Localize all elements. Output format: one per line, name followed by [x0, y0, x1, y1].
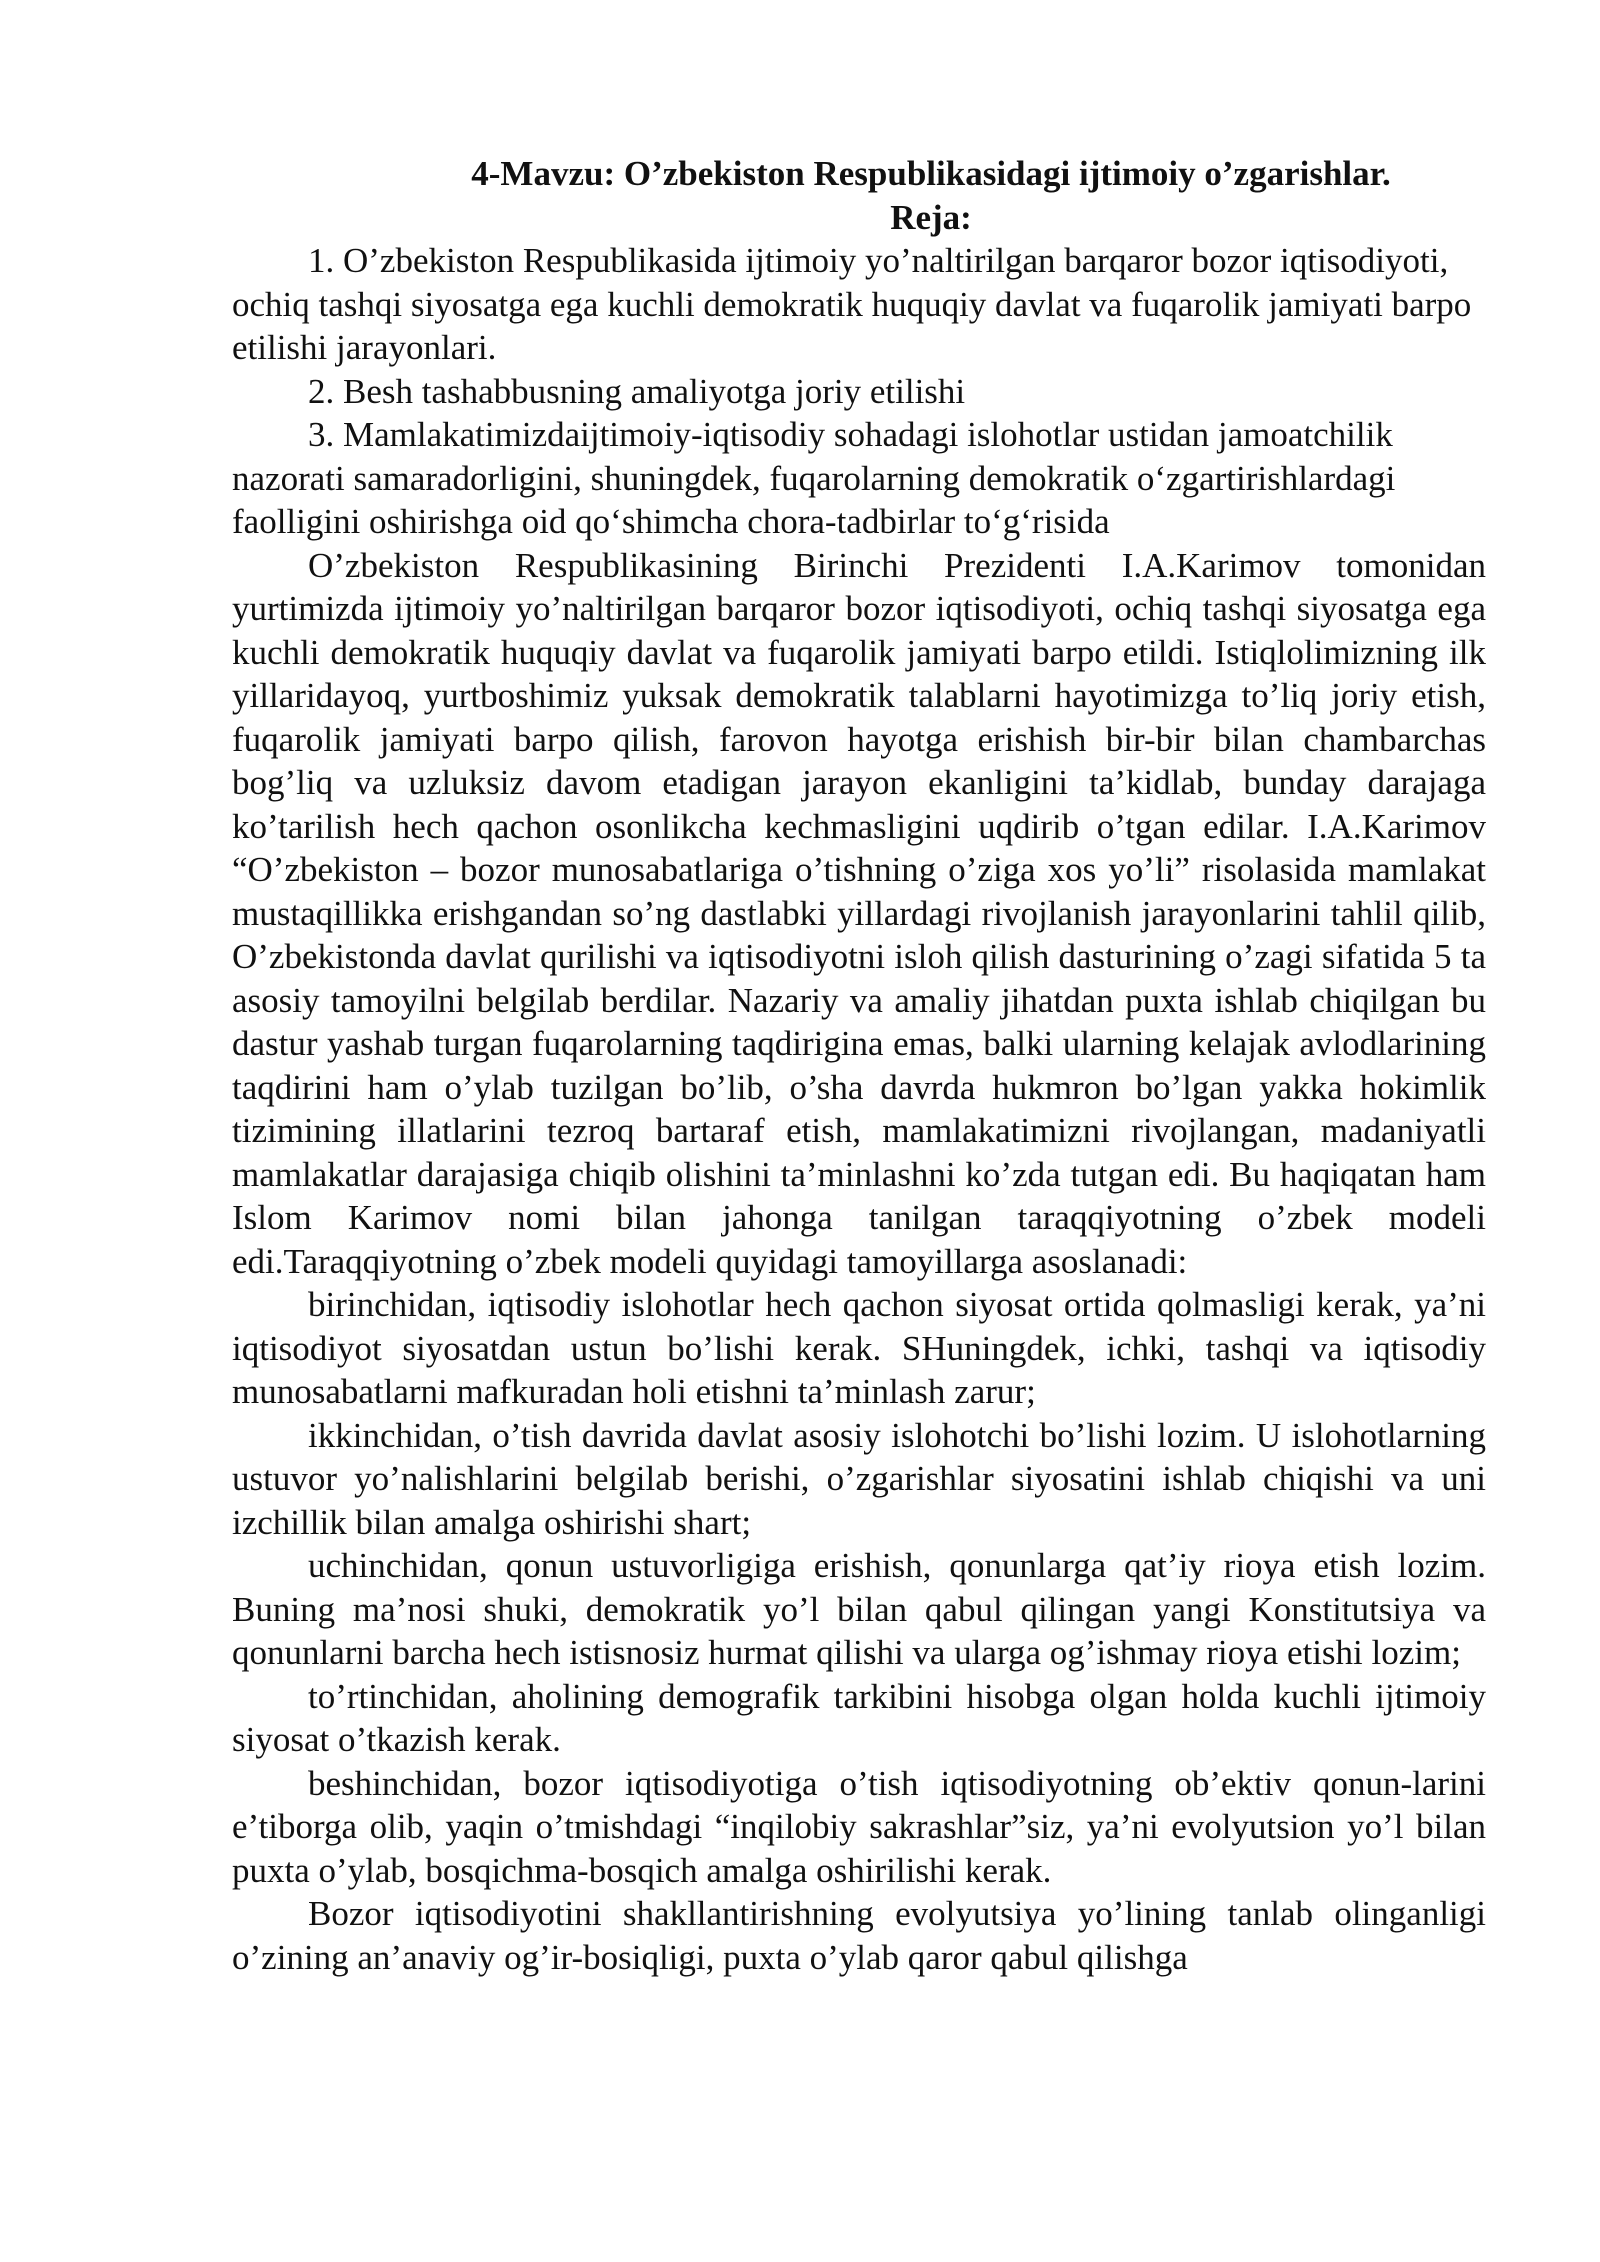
body-paragraph-closing: Bozor iqtisodiyotini shakllantirishning evolyutsiya yo’lining tanlab olinganligi o’zining an’anaviy og’ir-bosiqligi, puxta o’ylab qaror qabul qilishga	[232, 1894, 1486, 1977]
body-paragraph-principle-3: uchinchidan, qonun ustuvorligiga erishish, qonunlarga qat’iy rioya etish lozim. Buning ma’nosi shuki, demokratik yo’l bilan qabul qilingan yangi Konstitutsiya va qonunlarni barcha hech istisnosiz hurmat qilishi va ularga og’ishmay rioya etishi lozim;	[232, 1546, 1486, 1672]
plan-item-2: 2. Besh tashabbusning amaliyotga joriy etilishi	[308, 371, 966, 411]
plan-item-3: 3. Mamlakatimizdaijtimoiy-iqtisodiy sohadagi islohotlar ustidan jamoatchilik nazorati samaradorligini, shuningdek, fuqarolarning demokratik o‘zgartirishlardagi faolligini oshirishga oid qo‘shimcha chora-tadbirlar to‘g‘risida	[232, 415, 1396, 541]
plan-item-1: 1. O’zbekiston Respublikasida ijtimoiy yo’naltirilgan barqaror bozor iqtisodiyoti, ochiq tashqi siyosatga ega kuchli demokratik huquqiy davlat va fuqarolik jamiyati barpo etilishi jarayonlari.	[232, 241, 1472, 367]
body-paragraph-principle-4: to’rtinchidan, aholining demografik tarkibini hisobga olgan holda kuchli ijtimoiy siyosat o’tkazish kerak.	[232, 1676, 1486, 1759]
page-title: 4-Mavzu: O’zbekiston Respublikasidagi ijtimoiy o’zgarishlar.	[471, 154, 1391, 193]
body-paragraph-principle-1: birinchidan, iqtisodiy islohotlar hech qachon siyosat ortida qolmasligi kerak, ya’ni iqtisodiyot siyosatdan ustun bo’lishi kerak. SHuningdek, ichki, tashqi va iqtisodiy munosabatlarni mafkuradan holi etishni ta’minlash zarur;	[232, 1285, 1486, 1411]
page-content	[232, 152, 1486, 1979]
plan-heading: Reja:	[890, 197, 972, 237]
body-paragraph-intro: O’zbekiston Respublikasining Birinchi Prezidenti I.A.Karimov tomonidan yurtimizda ijtimoiy yo’naltirilgan barqaror bozor iqtisodiyoti, ochiq tashqi siyosatga ega kuchli demokratik huquqiy davlat va fuqarolik jamiyati barpo etildi. Istiqlolimizning ilk yillaridayoq, yurtboshimiz yuksak demokratik talablarni hayotimizga to’liq joriy etish, fuqarolik jamiyati barpo qilish, farovon hayotga erishish bir-bir bilan chambarchas bog’liq va uzluksiz davom etadigan jarayon ekanligini ta’kidlab, bunday darajaga ko’tarilish hech qachon osonlikcha kechmasligini uqdirib o’tgan edilar. I.A.Karimov “O’zbekiston – bozor munosabatlariga o’tishning o’ziga xos yo’li” risolasida mamlakat mustaqillikka erishgandan so’ng dastlabki yillardagi rivojlanish jarayonlarini tahlil qilib, O’zbekistonda davlat qurilishi va iqtisodiyotni isloh qilish dasturining o’zagi sifatida 5 ta asosiy tamoyilni belgilab berdilar. Nazariy va amaliy jihatdan puxta ishlab chiqilgan bu dastur yashab turgan fuqarolarning taqdirigina emas, balki ularning kelajak avlodlarining taqdirini ham o’ylab tuzilgan bo’lib, o’sha davrda hukmron bo’lgan yakka hokimlik tizimining illatlarini tezroq bartaraf etish, mamlakatimizni rivojlangan, madaniyatli mamlakatlar darajasiga chiqib olishini ta’minlashni ko’zda tutgan edi. Bu haqiqatan ham Islom Karimov nomi bilan jahonga tanilgan taraqqiyotning o’zbek modeli edi.Taraqqiyotning o’zbek modeli quyidagi tamoyillarga asoslanadi:	[232, 545, 1486, 1281]
body-paragraph-principle-2: ikkinchidan, o’tish davrida davlat asosiy islohotchi bo’lishi lozim. U islohotlarning ustuvor yo’nalishlarini belgilab berishi, o’zgarishlar siyosatini ishlab chiqishi va uni izchillik bilan amalga oshirishi shart;	[232, 1415, 1486, 1542]
plan-list	[232, 239, 1486, 544]
body-paragraph-principle-5: beshinchidan, bozor iqtisodiyotiga o’tish iqtisodiyotning ob’ektiv qonun-larini e’tiborga olib, yaqin o’tmishdagi “inqilobiy sakrashlar”siz, ya’ni evolyutsion yo’l bilan puxta o’ylab, bosqichma-bosqich amalga oshirilishi kerak.	[232, 1763, 1486, 1890]
